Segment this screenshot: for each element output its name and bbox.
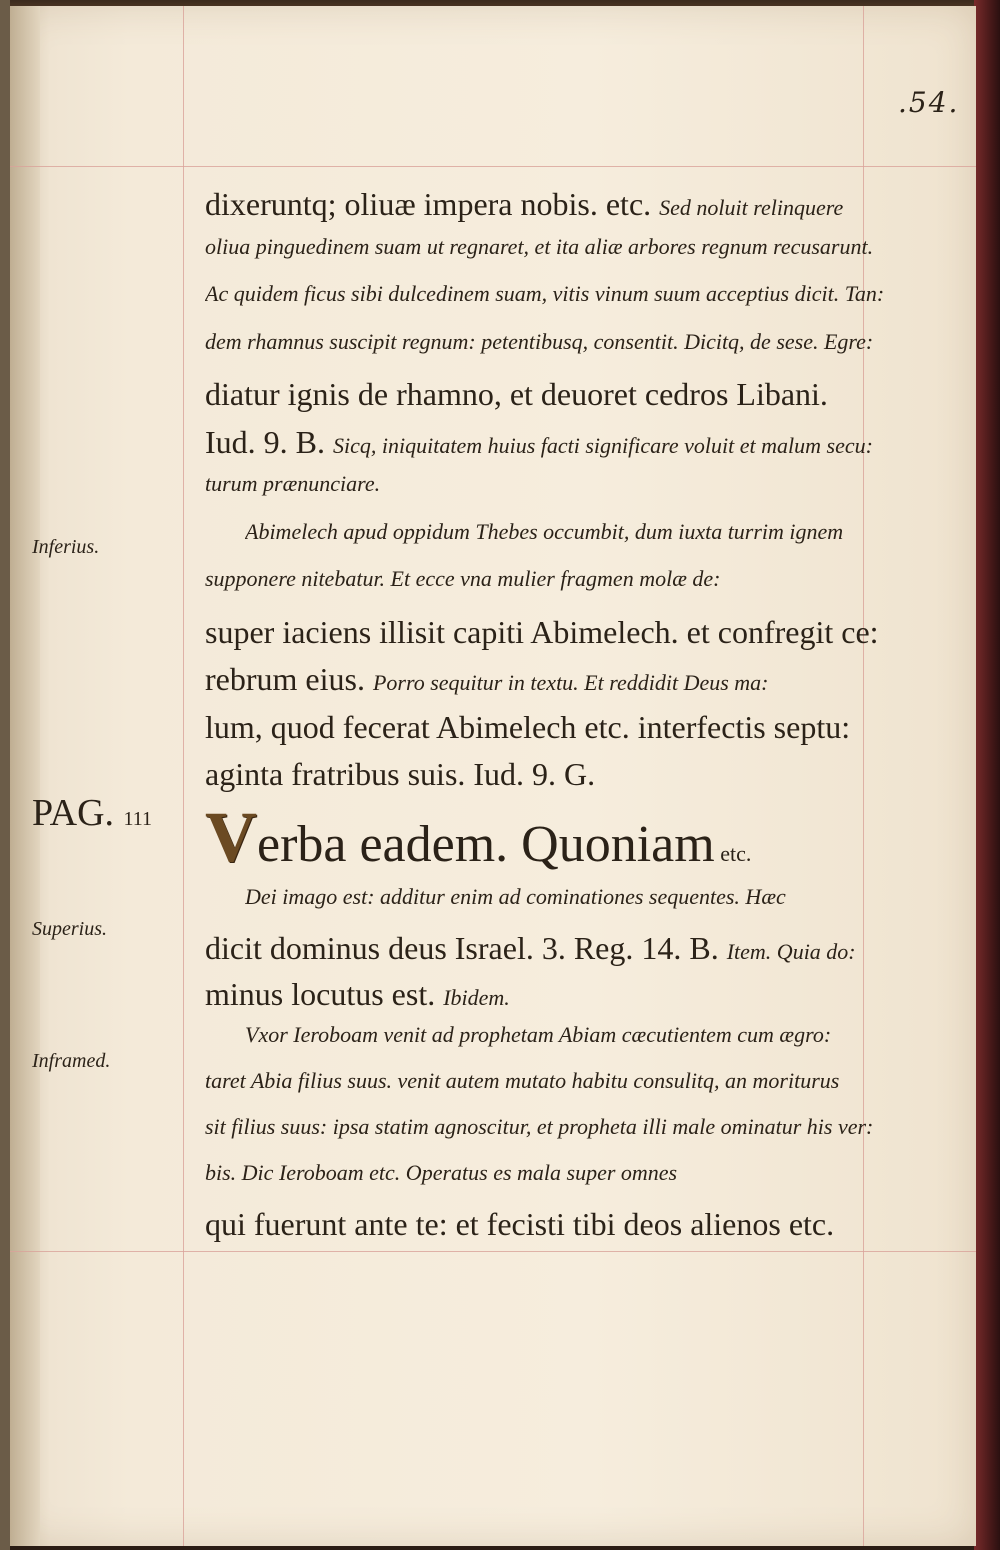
ruling-line [10,1251,976,1252]
text-line [205,566,895,592]
line-roman-text: rebrum eius. [205,661,373,697]
text-line [205,329,895,355]
text-line [205,930,895,967]
line-roman-text: qui fuerunt ante te: et fecisti tibi deos alienos etc. [205,1206,835,1242]
line-roman-text: aginta fratribus suis. Iud. 9. G. [205,756,596,792]
line-italic-text: Porro sequitur in textu. Et reddidit Deus ma: [372,670,769,695]
manuscript-page [10,6,976,1546]
line-italic-text: Item. Quia do: [726,939,856,964]
text-line [245,884,935,910]
heading-etc: etc. [714,841,752,866]
folio-number: .54. [898,86,960,119]
text-line [205,376,895,413]
line-roman-text: minus locutus est. [205,976,444,1012]
text-line [205,186,895,223]
text-line [205,976,895,1013]
line-italic-text: dem rhamnus suscipit regnum: petentibusq, consentit. Dicitq, de sese. Egre: [205,328,874,354]
binding-left [0,0,10,1550]
line-italic-text: Vxor Ieroboam venit ad prophetam Abiam cæcutientem cum ægro: [245,1022,832,1047]
page-reference [32,791,152,835]
line-roman-text: lum, quod fecerat Abimelech etc. interfectis septu: [205,708,851,745]
text-line [205,661,895,698]
ruling-line [183,6,184,1546]
text-line [205,1206,895,1243]
line-italic-text: oliua pinguedinem suam ut regnaret, et ita aliæ arbores regnum recusarunt. [205,233,874,259]
margin-note-inferius: Inferius. [32,536,100,558]
line-italic-text: bis. Dic Ieroboam etc. Operatus es mala super omnes [205,1160,678,1185]
line-italic-text: Ibidem. [443,985,510,1010]
text-line [205,281,895,307]
text-line [205,756,895,793]
line-italic-text: supponere nitebatur. Et ecce vna mulier fragmen molæ de: [205,566,721,591]
line-roman-text: super iaciens illisit capiti Abimelech. et confregit ce: [205,613,879,650]
line-italic-text: Ac quidem ficus sibi dulcedinem suam, vitis vinum suum acceptius dicit. Tan: [205,281,885,306]
heading-initial: V [205,797,257,877]
text-line [205,424,895,461]
line-roman-text: diatur ignis de rhamno, et deuoret cedros Libani. [205,376,828,412]
line-italic-text: turum prænunciare. [205,471,381,496]
section-heading [205,796,885,879]
text-line [205,1160,895,1186]
binding-right [974,0,1000,1550]
text-line [245,519,935,545]
heading-text: erba eadem. Quoniam [257,816,715,873]
line-roman-text: dixeruntq; oliuæ impera nobis. etc. [205,186,660,222]
line-italic-text: Dei imago est: additur enim ad cominationes sequentes. Hæc [245,884,786,909]
line-italic-text: Sed noluit relinquere [659,195,844,220]
text-line [245,1022,935,1048]
page-reference-number: 111 [123,808,153,830]
text-line [205,709,895,746]
text-line [205,614,895,651]
margin-note-superius: Superius. [32,918,107,940]
line-italic-text: Sicq, iniquitatem huius facti significare voluit et malum secu: [333,432,873,458]
page-gutter [10,6,40,1546]
ruling-line [10,166,976,167]
line-roman-text: dicit dominus deus Israel. 3. Reg. 14. B. [205,930,727,966]
text-line [205,471,895,497]
page-reference-label: PAG. [32,792,115,834]
text-line [205,234,895,260]
line-roman-text: Iud. 9. B. [205,423,333,460]
margin-note-inframed: Inframed. [32,1050,111,1072]
line-italic-text: Abimelech apud oppidum Thebes occumbit, dum iuxta turrim ignem [245,518,844,544]
text-line [205,1068,895,1094]
text-line [205,1114,895,1140]
line-italic-text: taret Abia filius suus. venit autem mutato habitu consulitq, an moriturus [205,1068,840,1093]
line-italic-text: sit filius suus: ipsa statim agnoscitur, et propheta illi male ominatur his ver: [205,1114,874,1139]
